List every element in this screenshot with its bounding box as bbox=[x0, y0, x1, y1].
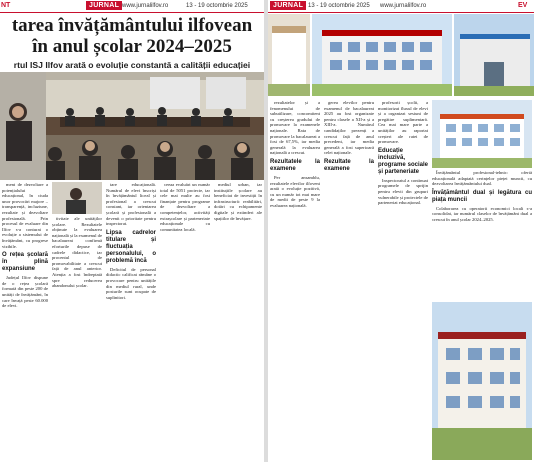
website-url: www.jurnalilfov.ro bbox=[122, 3, 169, 9]
article-column-4 bbox=[160, 182, 210, 460]
section-heading: Educație incluzivă, programe sociale și parteneriate bbox=[378, 147, 428, 175]
section-heading: Rezultate la examene bbox=[324, 158, 374, 172]
article-paragraph: Inspectoratul a continuat programele de sprijin pentru elevii din grupuri vulnerabile și proiectele de parteneriat educațional. bbox=[378, 177, 428, 206]
section-heading: Rezultatele la examene bbox=[270, 158, 320, 172]
audience-photo bbox=[0, 72, 46, 180]
headline-subtitle: rtul ISJ Ilfov arată o evoluție constantă a calității educației bbox=[13, 60, 251, 70]
article-column-4 bbox=[432, 170, 532, 300]
article-paragraph: Colaborarea cu operatorii economici locali s-a consolidat, iar numărul claselor de învățământ dual a crescut în anul școlar 2024–2025. bbox=[432, 205, 532, 222]
header-rule bbox=[268, 12, 534, 13]
speaker-photo bbox=[52, 182, 102, 214]
header-rule bbox=[0, 12, 264, 13]
section-heading: Lipsa cadrelor titulare și fluctuația personalului, o problemă încă bbox=[106, 229, 156, 264]
issue-date: 13 - 19 octombrie 2025 bbox=[308, 3, 370, 9]
article-column-1 bbox=[270, 100, 320, 460]
article-paragraph: rezultatelor și a fenomenului de subutilizare, concomitent cu creșterea gradului de promovare la examenele naționale. Rata de promovare la bacalaureat a fost de 67,5%, iar media generală la evaluarea națională a crescut. bbox=[270, 100, 320, 156]
headline-line-2: în anul școlar 2024–2025 bbox=[32, 36, 232, 57]
section-label: NT bbox=[1, 2, 11, 9]
newspaper-page-right bbox=[268, 0, 534, 462]
article-column-5 bbox=[214, 182, 262, 460]
school-entrance-photo bbox=[454, 14, 534, 96]
article-paragraph: Per ansamblu, rezultatele elevilor ilfoveni arată o evoluție pozitivă, cu un număr tot mai mare de medii de peste 9 la evaluarea națională. bbox=[270, 174, 320, 208]
article-column-3 bbox=[378, 100, 428, 460]
issue-date: 13 - 19 octombrie 2025 bbox=[186, 3, 248, 9]
newspaper-page-left bbox=[0, 0, 264, 462]
school-hall-photo bbox=[432, 100, 532, 168]
section-heading: O rețea școlară în plină expansiune bbox=[2, 252, 48, 273]
article-paragraph: ment de dezvoltare a potențialului educațional, în ciuda unor provocări majore – transparență, incluziune, rezultate și dezvoltare profesională. Prin procesul de evaluare din Ilfov s-a conturat o evoluție a sistemului de învățământ, cu progrese vizibile. bbox=[2, 182, 48, 249]
article-paragraph: tare educațională. Numărul de elevi înscriși în învățământul liceal și profesional a crescut constant, iar orientarea școlară și profesională a devenit o prioritate pentru inspectorat. bbox=[106, 182, 156, 227]
article-paragraph: tivitate ale unităților școlare. Rezultatele obținute la evaluarea națională și la examenul de bacalaureat confirmă eforturile depuse de cadrele didactice, iar procentul de promovabilitate a crescut față de anul anterior. Atenția a fost îndreptată spre reducerea abandonului școlar. bbox=[52, 216, 102, 289]
school-courtyard-photo bbox=[432, 302, 532, 460]
newspaper-logo: JURNAL bbox=[86, 1, 122, 10]
website-url: www.jurnalilfov.ro bbox=[380, 3, 427, 9]
page-header bbox=[268, 0, 534, 12]
article-column-3 bbox=[106, 182, 156, 460]
headline-line-1: tarea învățământului ilfovean bbox=[11, 15, 253, 36]
page-header bbox=[0, 0, 264, 12]
section-heading: Învățământul dual și legătura cu piața muncii bbox=[432, 189, 532, 203]
article-paragraph: gerea elevilor pentru examenul de bacalaureat 2025 au fost organizate pentru clasele a XII-a și a XIII-a. Numărul candidaților prezenți a crescut față de anul precedent, iar media generală a fost superioară celei naționale. bbox=[324, 100, 374, 156]
article-paragraph: Învățământul profesional-tehnic: ofertă educațională adaptată cerințelor pieței muncii, cu dezvoltarea învățământului dual. bbox=[432, 170, 532, 187]
school-corner-photo bbox=[268, 14, 310, 96]
article-column-2 bbox=[52, 216, 102, 460]
article-column-2 bbox=[324, 100, 374, 460]
article-paragraph: Deficitul de personal didactic calificat rămâne o provocare pentru unitățile din mediul rural, unde posturile sunt ocupate de suplinitori. bbox=[106, 266, 156, 300]
article-paragraph: profesorii școlii, a monitorizat fluxul de elevi și a organizat sesiuni de pregătire suplimentară. Cea mai mare parte a unităților au raportat creșteri ale ratei de promovare. bbox=[378, 100, 428, 145]
newspaper-logo: JURNAL bbox=[270, 1, 306, 10]
article-column-1 bbox=[2, 182, 48, 460]
section-label: EV bbox=[518, 2, 528, 9]
school-building-photo bbox=[312, 14, 452, 96]
article-paragraph: Județul Ilfov dispune de o rețea școlară formată din peste 200 de unități de învățământ, în care învață peste 60.000 de elevi. bbox=[2, 275, 48, 309]
article-paragraph: ceeaa evaluări un număr total de 5051 proiecte, iar cele mai multe au fost finanțate pentru programe de dezvoltare a competențelor, activități extrașcolare și parteneriate educaționale cu comunitatea locală. bbox=[160, 182, 210, 232]
article-paragraph: mediul urban, iar instituțiile școlare au beneficiat de investiții în infrastructură: reabilitări, dotări cu echipamente digitale și extinderi ale spațiilor de învățare. bbox=[214, 182, 262, 221]
